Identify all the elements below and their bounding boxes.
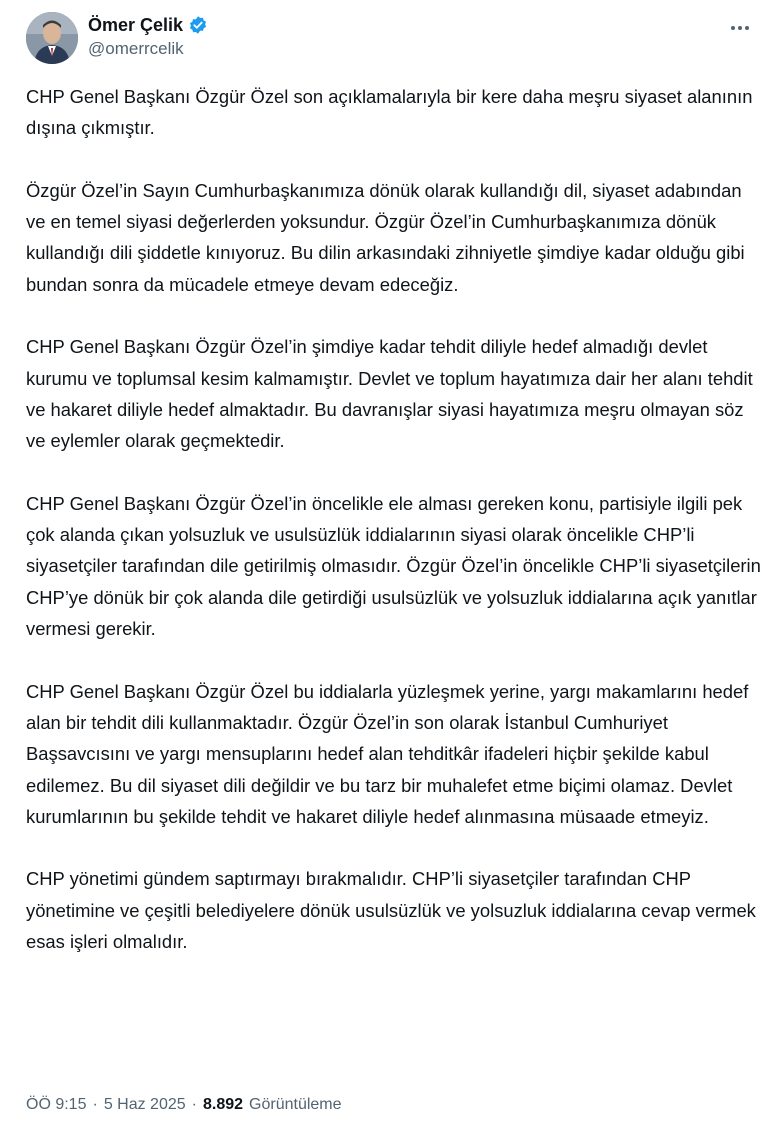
- meta-separator: ·: [92, 1096, 98, 1113]
- tweet-paragraph: CHP Genel Başkanı Özgür Özel’in öncelikle ele alması gereken konu, partisiyle ilgili pek çok alanda çıkan yolsuzluk ve usulsüzlük iddialarının siyasi olarak öncelikle CHP’li siyasetçiler tarafından dile getirilmiş olmasıdır. Özgür Özel’in öncelikle CHP’li siyasetçilerin CHP’ye dönük bir çok alanda dile getirdiği usulsüzlük ve yolsuzluk iddialarına açık yanıtlar vermesi gerekir.: [26, 492, 761, 640]
- tweet-header: [26, 12, 756, 68]
- verified-badge-icon: [188, 15, 208, 35]
- avatar[interactable]: [26, 12, 78, 64]
- tweet-meta: [26, 1096, 342, 1114]
- tweet-time[interactable]: ÖÖ 9:15: [26, 1096, 87, 1113]
- tweet-paragraph: CHP Genel Başkanı Özgür Özel bu iddialarla yüzleşmek yerine, yargı makamlarını hedef alan bir tehdit dili kullanmaktadır. Özgür Özel’in son olarak İstanbul Cumhuriyet Başsavcısını ve yargı mensuplarını hedef alan tehditkâr ifadeleri hiçbir şekilde kabul edilemez. Bu dil siyaset dili değildir ve bu tarz bir muhalefet etme biçimi olamaz. Devlet kurumlarının bu şekilde tehdit ve hakaret diliyle hedef alınmasına müsaade etmeyiz.: [26, 680, 749, 827]
- views-label: Görüntüleme: [249, 1096, 342, 1113]
- display-name[interactable]: Ömer Çelik: [88, 14, 184, 35]
- author-handle[interactable]: @omerrcelik: [88, 39, 184, 58]
- views-count: 8.892: [202, 1096, 244, 1113]
- tweet-paragraph: Özgür Özel’in Sayın Cumhurbaşkanımıza dönük olarak kullandığı dil, siyaset adabından ve en temel siyasi değerlerden yoksundur. Özgür Özel’in Cumhurbaşkanımıza dönük kullandığı dili şiddetle kınıyoruz. Bu dilin arkasındaki zihniyetle şimdiye kadar olduğu gibi bundan sonra da mücadele etmeye devam edeceğiz.: [26, 179, 745, 295]
- meta-separator: ·: [191, 1096, 197, 1113]
- more-options-icon[interactable]: [728, 18, 752, 38]
- tweet-text: [26, 81, 761, 957]
- tweet-paragraph: CHP Genel Başkanı Özgür Özel son açıklamalarıyla bir kere daha meşru siyaset alanının dışına çıkmıştır.: [26, 86, 753, 139]
- tweet-date[interactable]: 5 Haz 2025: [103, 1096, 186, 1113]
- tweet-paragraph: CHP yönetimi gündem saptırmayı bırakmalıdır. CHP’li siyasetçiler tarafından CHP yönetimine ve çeşitli belediyelere dönük usulsüzlük ve yolsuzluk iddialarına cevap vermek esas işleri olmalıdır.: [26, 868, 756, 953]
- author-info: [88, 14, 208, 59]
- tweet-paragraph: CHP Genel Başkanı Özgür Özel’in şimdiye kadar tehdit diliyle hedef almadığı devlet kurumu ve toplumsal kesim kalmamıştır. Devlet ve toplum hayatımıza dair her alanı tehdit ve hakaret diliyle hedef almaktadır. Bu davranışlar siyasi hayatımıza meşru olmayan söz ve eylemler olarak geçmektedir.: [26, 336, 753, 452]
- avatar-image: [26, 12, 78, 64]
